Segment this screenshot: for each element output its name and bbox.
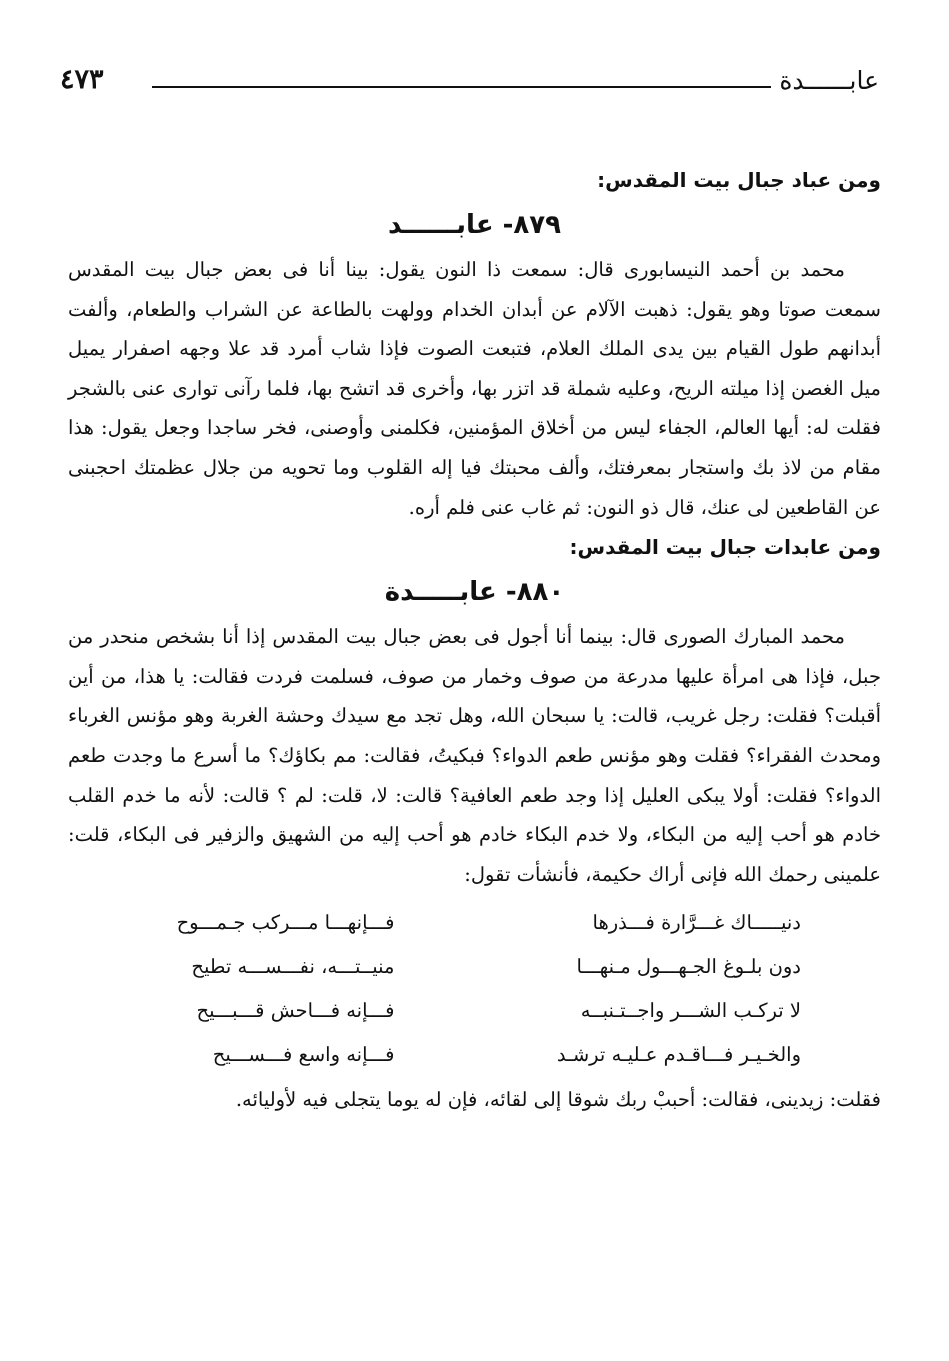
poem-verse: [68, 900, 881, 944]
poem-verses: [68, 900, 881, 1076]
page-number: ٤٧٣: [60, 64, 104, 95]
verse-first-hemistich: والخـيـر فـــاقـدم عـليـه ترشـد: [556, 1042, 801, 1066]
verse-first-hemistich: دنيـــــاك غـــرَّارة فـــذرها: [592, 910, 801, 934]
page-body: [68, 160, 881, 1120]
running-header-title: عابــــــدة: [779, 66, 879, 95]
verse-second-hemistich: فـــإنهـــا مـــركب جـمـــوح: [176, 910, 395, 934]
entry-paragraph: محمد المبارك الصورى قال: بينما أنا أجول فى بعض جبال بيت المقدس إذا أنا بشخص منحدر من جبل، فإذا هى امرأة عليها مدرعة من صوف وخمار من صوف، فسلمت فردت فقالت: يا هذا، من أين أقبلت؟ فقلت: رجل غريب، قالت: يا سبحان الله، وهل تجد مع سيدك وحشة الغربة وهو مؤنس الغرباء ومحدث الفقراء؟ فقلت وهو مؤنس طعم الدواء؟ فبكيتُ، فقالت: مم بكاؤك؟ ما أسرع ما وجدت طعم الدواء؟ فقلت: أولا يبكى العليل إذا وجد طعم العافية؟ قالت: لا، قلت: لم ؟ قالت: لأنه ما خدم القلب خادم هو أحب إليه من البكاء، ولا خدم البكاء خادم هو أحب إليه من الشهيق والزفير فى البكاء، قلت: علمينى رحمك الله فإنى أراك حكيمة، فأنشأت تقول:: [68, 625, 881, 886]
verse-second-hemistich: فـــإنه واسع فـــســـيح: [212, 1042, 395, 1066]
verse-first-hemistich: لا تركـب الشـــر واجــتـنبــه: [580, 998, 801, 1022]
poem-verse: [68, 988, 881, 1032]
closing-paragraph: فقلت: زيدينى، فقالت: أحببْ ربك شوقا إلى لقائه، فإن له يوما يتجلى فيه لأوليائه.: [235, 1088, 881, 1112]
header-rule: [152, 86, 771, 88]
section-heading: ومن عباد جبال بيت المقدس:: [597, 168, 881, 192]
poem-verse: [68, 944, 881, 988]
entry-paragraph: محمد بن أحمد النيسابورى قال: سمعت ذا النون يقول: بينا أنا فى بعض جبال بيت المقدس سمعت صوتا وهو يقول: ذهبت الآلام عن أبدان الخدام وولهت بالطاعة عن الشراب والطعام، وألفت أبدانهم طول القيام بين يدى الملك العلام، فتبعت الصوت فإذا شاب أمرد قد علا وجهه اصفرار يميل ميل الغصن إذا ميلته الريح، وعليه شملة قد اتزر بها، وأخرى قد اتشح بها، فلما رآنى توارى عنى بالشجر فقلت له: أيها العالم، الجفاء ليس من أخلاق المؤمنين، فكلمنى وأوصنى، فخر ساجدا وجعل يقول: هذا مقام من لاذ بك واستجار بمعرفتك، وألف محبتك فيا إله القلوب وما تحويه من جلال عظمتك احجبنى عن القاطعين لى عنك، قال ذو النون: ثم غاب عنى فلم أره.: [68, 258, 881, 519]
verse-first-hemistich: دون بلـوغ الجـهـــول مـنهـــا: [576, 954, 801, 978]
entry-title: ٨٨٠- عابـــــدة: [384, 577, 565, 608]
running-header: [60, 64, 889, 104]
verse-second-hemistich: منيــتـــه، نفـــســـه تطيح: [191, 954, 395, 978]
poem-verse: [68, 1032, 881, 1076]
verse-second-hemistich: فـــإنه فـــاحش قـــبـــيح: [196, 998, 395, 1022]
entry-title: ٨٧٩- عابــــــد: [387, 210, 562, 240]
section-heading: ومن عابدات جبال بيت المقدس:: [569, 535, 881, 560]
